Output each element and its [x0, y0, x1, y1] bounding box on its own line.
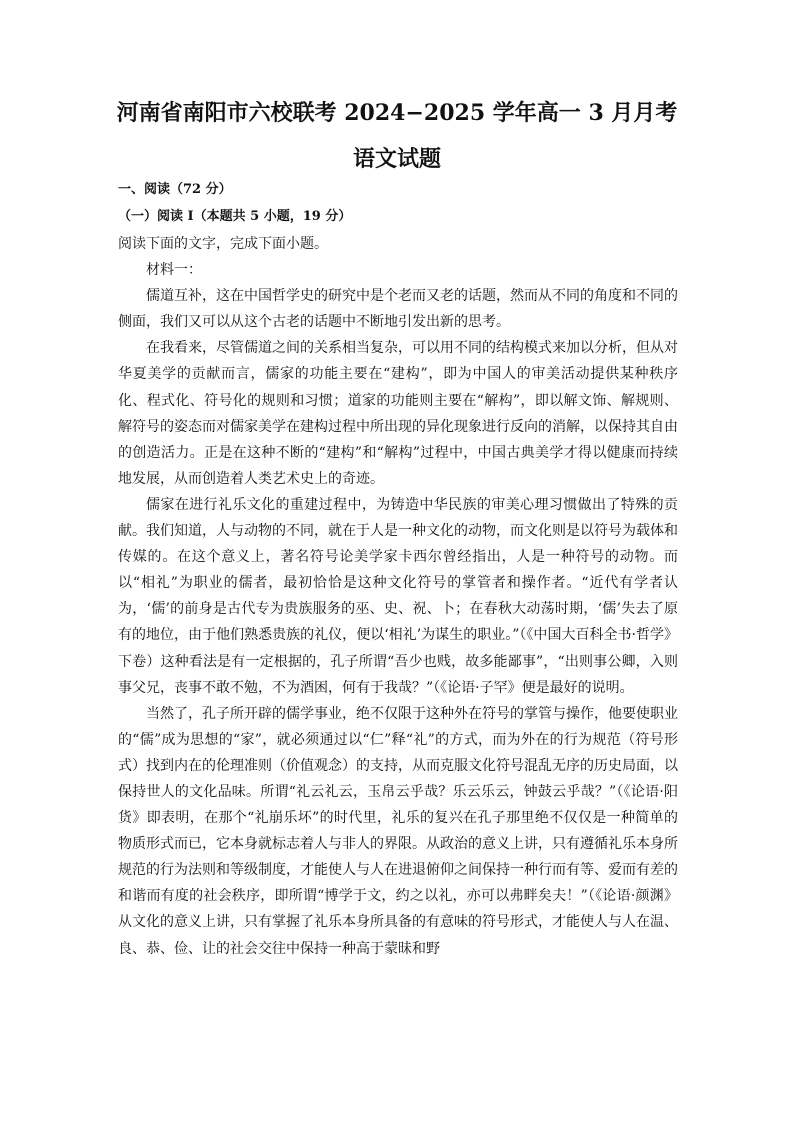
instruction-text: 阅读下面的文字，完成下面小题。: [118, 236, 328, 252]
paragraph: 在我看来，尽管儒道之间的关系相当复杂，可以用不同的结构模式来加以分析，但从对华夏美学的贡献而言，儒家的功能主要在“建构”，即为中国人的审美活动提供某种秩序化、程式化、符号化的规则和习惯；道家的功能则主要在“解构”，即以解文饰、解规则、解符号的姿态而对儒家美学在建构过程中所出现的异化现象进行反向的消解，以保持其自由的创造活力。正是在这种不断的“建构”和“解构”过程中，中国古典美学才得以健康而持续地发展，从而创造着人类艺术史上的奇迹。: [118, 340, 678, 487]
document-subtitle: 语文试题: [352, 146, 441, 172]
section-heading: 一、阅读（72 分）: [118, 182, 232, 197]
paragraph: 当然了，孔子所开辟的儒学事业，绝不仅限于这种外在符号的掌管与操作，他要使职业的“儒”成为思想的“家”，就必须通过以“仁”释“礼”的方式，而为外在的行为规范（符号形式）找到内在的伦理准则（价值观念）的支持，从而克服文化符号混乱无序的历史局面，以保持世人的文化品味。所谓“礼云礼云，玉帛云乎哉？乐云乐云，钟鼓云乎哉？”（《论语·阳货》即表明，在那个“礼崩乐坏”的时代里，礼乐的复兴在孔子那里绝不仅仅是一种简单的物质形式而已，它本身就标志着人与非人的界限。从政治的意义上讲，只有遵循礼乐本身所规范的行为法则和等级制度，才能使人与人在进退俯仰之间保持一种行而有等、爱而有差的和谐而有度的社会秩序，即所谓“博学于文，约之以礼，亦可以弗畔矣夫！”（《论语·颜渊》从文化的意义上讲，只有掌握了礼乐本身所具备的有意味的符号形式，才能使人与人在温、良、恭、俭、让的社会交往中保持一种高于蒙昧和野: [118, 705, 678, 957]
subsection-heading: （一）阅读 I（本题共 5 小题，19 分）: [118, 209, 352, 224]
material-label: 材料一：: [146, 262, 202, 279]
paragraph: 儒道互补，这在中国哲学史的研究中是个老而又老的话题，然而从不同的角度和不同的侧面，我们又可以从这个古老的话题中不断地引发出新的思考。: [118, 288, 678, 331]
reading-passage: [118, 231, 678, 962]
document-title: 河南省南阳市六校联考 2024−2025 学年高一 3 月月考: [116, 100, 678, 126]
paragraph: 儒家在进行礼乐文化的重建过程中，为铸造中华民族的审美心理习惯做出了特殊的贡献。我们知道，人与动物的不同，就在于人是一种文化的动物，而文化则是以符号为载体和传媒的。在这个意义上，著名符号论美学家卡西尔曾经指出，人是一种符号的动物。而以“相礼”为职业的儒者，最初恰恰是这种文化符号的掌管者和操作者。“近代有学者认为，‘儒’的前身是古代专为贵族服务的巫、史、祝、卜；在春秋大动荡时期，‘儒’失去了原有的地位，由于他们熟悉贵族的礼仪，便以‘相礼’为谋生的职业。”（《中国大百科全书·哲学》下卷）这种看法是有一定根据的，孔子所谓“吾少也贱，故多能鄙事”，“出则事公卿，入则事父兄，丧事不敢不勉，不为酒困，何有于我哉？”（《论语·子罕》便是最好的说明。: [118, 496, 678, 696]
